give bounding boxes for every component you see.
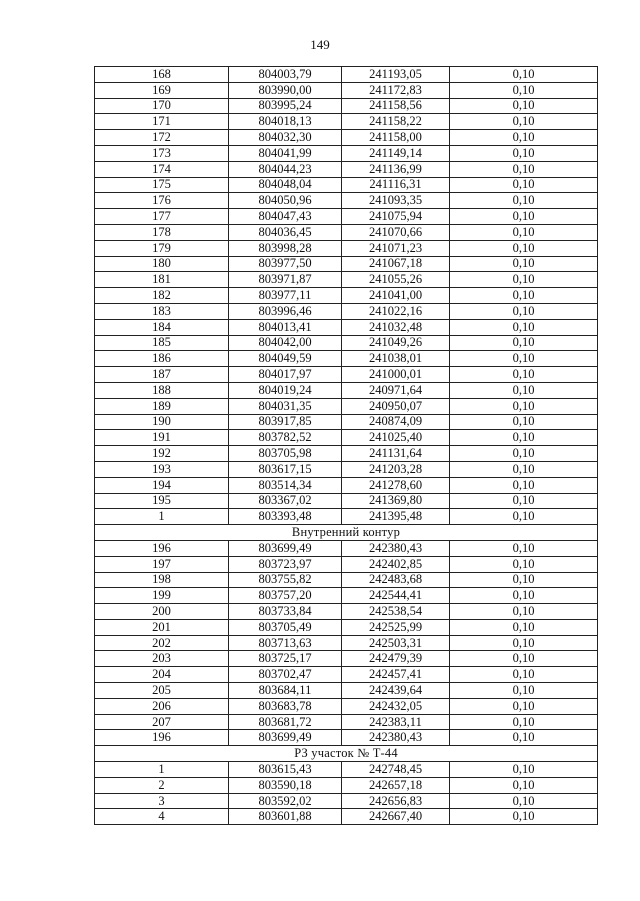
y-coordinate-cell: 242457,41 <box>342 667 450 683</box>
x-coordinate-cell: 803705,98 <box>229 446 342 462</box>
accuracy-cell: 0,10 <box>450 714 598 730</box>
table-row <box>95 319 598 335</box>
accuracy-cell: 0,10 <box>450 667 598 683</box>
point-number-cell: 1 <box>95 509 229 525</box>
point-number-cell: 173 <box>95 145 229 161</box>
y-coordinate-cell: 241395,48 <box>342 509 450 525</box>
x-coordinate-cell: 804032,30 <box>229 130 342 146</box>
y-coordinate-cell: 241000,01 <box>342 367 450 383</box>
x-coordinate-cell: 803995,24 <box>229 98 342 114</box>
accuracy-cell: 0,10 <box>450 319 598 335</box>
table-row <box>95 793 598 809</box>
point-number-cell: 206 <box>95 698 229 714</box>
accuracy-cell: 0,10 <box>450 382 598 398</box>
y-coordinate-cell: 241116,31 <box>342 177 450 193</box>
point-number-cell: 189 <box>95 398 229 414</box>
x-coordinate-cell: 803617,15 <box>229 461 342 477</box>
point-number-cell: 197 <box>95 556 229 572</box>
point-number-cell: 175 <box>95 177 229 193</box>
table-row <box>95 67 598 83</box>
table-row <box>95 224 598 240</box>
accuracy-cell: 0,10 <box>450 193 598 209</box>
y-coordinate-cell: 241203,28 <box>342 461 450 477</box>
table-row <box>95 130 598 146</box>
accuracy-cell: 0,10 <box>450 82 598 98</box>
x-coordinate-cell: 804013,41 <box>229 319 342 335</box>
x-coordinate-cell: 803601,88 <box>229 809 342 825</box>
y-coordinate-cell: 240950,07 <box>342 398 450 414</box>
y-coordinate-cell: 241067,18 <box>342 256 450 272</box>
table-row <box>95 651 598 667</box>
table-row <box>95 335 598 351</box>
point-number-cell: 1 <box>95 762 229 778</box>
accuracy-cell: 0,10 <box>450 619 598 635</box>
section-title: Внутренний контур <box>95 525 598 541</box>
accuracy-cell: 0,10 <box>450 683 598 699</box>
y-coordinate-cell: 242657,18 <box>342 777 450 793</box>
y-coordinate-cell: 241049,26 <box>342 335 450 351</box>
accuracy-cell: 0,10 <box>450 67 598 83</box>
table-row <box>95 762 598 778</box>
coordinates-table-body <box>95 67 598 825</box>
y-coordinate-cell: 242525,99 <box>342 619 450 635</box>
table-row <box>95 351 598 367</box>
accuracy-cell: 0,10 <box>450 288 598 304</box>
y-coordinate-cell: 242656,83 <box>342 793 450 809</box>
y-coordinate-cell: 241041,00 <box>342 288 450 304</box>
point-number-cell: 169 <box>95 82 229 98</box>
x-coordinate-cell: 804036,45 <box>229 224 342 240</box>
accuracy-cell: 0,10 <box>450 509 598 525</box>
point-number-cell: 205 <box>95 683 229 699</box>
point-number-cell: 198 <box>95 572 229 588</box>
table-row <box>95 477 598 493</box>
table-row <box>95 256 598 272</box>
y-coordinate-cell: 241136,99 <box>342 161 450 177</box>
point-number-cell: 207 <box>95 714 229 730</box>
point-number-cell: 194 <box>95 477 229 493</box>
x-coordinate-cell: 803684,11 <box>229 683 342 699</box>
point-number-cell: 192 <box>95 446 229 462</box>
point-number-cell: 202 <box>95 635 229 651</box>
x-coordinate-cell: 804047,43 <box>229 209 342 225</box>
accuracy-cell: 0,10 <box>450 461 598 477</box>
accuracy-cell: 0,10 <box>450 351 598 367</box>
accuracy-cell: 0,10 <box>450 777 598 793</box>
point-number-cell: 188 <box>95 382 229 398</box>
y-coordinate-cell: 241075,94 <box>342 209 450 225</box>
x-coordinate-cell: 803723,97 <box>229 556 342 572</box>
accuracy-cell: 0,10 <box>450 762 598 778</box>
table-row <box>95 98 598 114</box>
accuracy-cell: 0,10 <box>450 698 598 714</box>
table-row <box>95 288 598 304</box>
x-coordinate-cell: 803705,49 <box>229 619 342 635</box>
accuracy-cell: 0,10 <box>450 240 598 256</box>
point-number-cell: 4 <box>95 809 229 825</box>
x-coordinate-cell: 804042,00 <box>229 335 342 351</box>
section-header-row <box>95 525 598 541</box>
x-coordinate-cell: 803977,11 <box>229 288 342 304</box>
accuracy-cell: 0,10 <box>450 367 598 383</box>
y-coordinate-cell: 241149,14 <box>342 145 450 161</box>
accuracy-cell: 0,10 <box>450 161 598 177</box>
x-coordinate-cell: 803757,20 <box>229 588 342 604</box>
x-coordinate-cell: 803755,82 <box>229 572 342 588</box>
x-coordinate-cell: 803725,17 <box>229 651 342 667</box>
y-coordinate-cell: 241032,48 <box>342 319 450 335</box>
y-coordinate-cell: 241369,80 <box>342 493 450 509</box>
accuracy-cell: 0,10 <box>450 477 598 493</box>
point-number-cell: 184 <box>95 319 229 335</box>
point-number-cell: 170 <box>95 98 229 114</box>
point-number-cell: 181 <box>95 272 229 288</box>
accuracy-cell: 0,10 <box>450 130 598 146</box>
accuracy-cell: 0,10 <box>450 651 598 667</box>
y-coordinate-cell: 242538,54 <box>342 604 450 620</box>
y-coordinate-cell: 241055,26 <box>342 272 450 288</box>
y-coordinate-cell: 241158,00 <box>342 130 450 146</box>
y-coordinate-cell: 242383,11 <box>342 714 450 730</box>
accuracy-cell: 0,10 <box>450 540 598 556</box>
x-coordinate-cell: 803681,72 <box>229 714 342 730</box>
x-coordinate-cell: 803998,28 <box>229 240 342 256</box>
page-number: 149 <box>310 37 330 52</box>
x-coordinate-cell: 804003,79 <box>229 67 342 83</box>
y-coordinate-cell: 242439,64 <box>342 683 450 699</box>
x-coordinate-cell: 804041,99 <box>229 145 342 161</box>
x-coordinate-cell: 804044,23 <box>229 161 342 177</box>
accuracy-cell: 0,10 <box>450 256 598 272</box>
y-coordinate-cell: 241070,66 <box>342 224 450 240</box>
table-row <box>95 493 598 509</box>
x-coordinate-cell: 803917,85 <box>229 414 342 430</box>
y-coordinate-cell: 242503,31 <box>342 635 450 651</box>
point-number-cell: 180 <box>95 256 229 272</box>
table-row <box>95 809 598 825</box>
y-coordinate-cell: 241158,22 <box>342 114 450 130</box>
table-row <box>95 272 598 288</box>
point-number-cell: 196 <box>95 540 229 556</box>
section-title: РЗ участок № Т-44 <box>95 746 598 762</box>
x-coordinate-cell: 804017,97 <box>229 367 342 383</box>
point-number-cell: 176 <box>95 193 229 209</box>
x-coordinate-cell: 804031,35 <box>229 398 342 414</box>
table-row <box>95 145 598 161</box>
y-coordinate-cell: 241093,35 <box>342 193 450 209</box>
x-coordinate-cell: 803990,00 <box>229 82 342 98</box>
x-coordinate-cell: 804050,96 <box>229 193 342 209</box>
table-row <box>95 446 598 462</box>
x-coordinate-cell: 803683,78 <box>229 698 342 714</box>
accuracy-cell: 0,10 <box>450 793 598 809</box>
point-number-cell: 178 <box>95 224 229 240</box>
accuracy-cell: 0,10 <box>450 572 598 588</box>
point-number-cell: 191 <box>95 430 229 446</box>
accuracy-cell: 0,10 <box>450 398 598 414</box>
accuracy-cell: 0,10 <box>450 224 598 240</box>
x-coordinate-cell: 803702,47 <box>229 667 342 683</box>
y-coordinate-cell: 241025,40 <box>342 430 450 446</box>
x-coordinate-cell: 803592,02 <box>229 793 342 809</box>
y-coordinate-cell: 242667,40 <box>342 809 450 825</box>
accuracy-cell: 0,10 <box>450 430 598 446</box>
x-coordinate-cell: 803699,49 <box>229 540 342 556</box>
x-coordinate-cell: 804018,13 <box>229 114 342 130</box>
accuracy-cell: 0,10 <box>450 145 598 161</box>
y-coordinate-cell: 242479,39 <box>342 651 450 667</box>
x-coordinate-cell: 804019,24 <box>229 382 342 398</box>
accuracy-cell: 0,10 <box>450 730 598 746</box>
table-row <box>95 619 598 635</box>
table-row <box>95 177 598 193</box>
x-coordinate-cell: 803699,49 <box>229 730 342 746</box>
table-row <box>95 382 598 398</box>
point-number-cell: 182 <box>95 288 229 304</box>
point-number-cell: 174 <box>95 161 229 177</box>
x-coordinate-cell: 803367,02 <box>229 493 342 509</box>
table-row <box>95 303 598 319</box>
y-coordinate-cell: 242380,43 <box>342 540 450 556</box>
point-number-cell: 196 <box>95 730 229 746</box>
accuracy-cell: 0,10 <box>450 493 598 509</box>
point-number-cell: 177 <box>95 209 229 225</box>
y-coordinate-cell: 240971,64 <box>342 382 450 398</box>
accuracy-cell: 0,10 <box>450 209 598 225</box>
y-coordinate-cell: 241022,16 <box>342 303 450 319</box>
accuracy-cell: 0,10 <box>450 604 598 620</box>
table-row <box>95 209 598 225</box>
accuracy-cell: 0,10 <box>450 556 598 572</box>
table-row <box>95 698 598 714</box>
point-number-cell: 190 <box>95 414 229 430</box>
x-coordinate-cell: 804049,59 <box>229 351 342 367</box>
y-coordinate-cell: 242402,85 <box>342 556 450 572</box>
table-row <box>95 777 598 793</box>
point-number-cell: 200 <box>95 604 229 620</box>
table-row <box>95 509 598 525</box>
table-row <box>95 540 598 556</box>
table-row <box>95 714 598 730</box>
point-number-cell: 183 <box>95 303 229 319</box>
accuracy-cell: 0,10 <box>450 98 598 114</box>
point-number-cell: 3 <box>95 793 229 809</box>
point-number-cell: 2 <box>95 777 229 793</box>
table-row <box>95 414 598 430</box>
point-number-cell: 195 <box>95 493 229 509</box>
x-coordinate-cell: 803713,63 <box>229 635 342 651</box>
y-coordinate-cell: 240874,09 <box>342 414 450 430</box>
y-coordinate-cell: 241193,05 <box>342 67 450 83</box>
y-coordinate-cell: 241278,60 <box>342 477 450 493</box>
accuracy-cell: 0,10 <box>450 335 598 351</box>
point-number-cell: 203 <box>95 651 229 667</box>
x-coordinate-cell: 803615,43 <box>229 762 342 778</box>
y-coordinate-cell: 242380,43 <box>342 730 450 746</box>
point-number-cell: 171 <box>95 114 229 130</box>
table-row <box>95 114 598 130</box>
table-row <box>95 367 598 383</box>
y-coordinate-cell: 242544,41 <box>342 588 450 604</box>
section-header-row <box>95 746 598 762</box>
accuracy-cell: 0,10 <box>450 809 598 825</box>
point-number-cell: 193 <box>95 461 229 477</box>
accuracy-cell: 0,10 <box>450 114 598 130</box>
x-coordinate-cell: 803782,52 <box>229 430 342 446</box>
table-row <box>95 730 598 746</box>
x-coordinate-cell: 803996,46 <box>229 303 342 319</box>
y-coordinate-cell: 242483,68 <box>342 572 450 588</box>
x-coordinate-cell: 804048,04 <box>229 177 342 193</box>
point-number-cell: 172 <box>95 130 229 146</box>
y-coordinate-cell: 241172,83 <box>342 82 450 98</box>
accuracy-cell: 0,10 <box>450 414 598 430</box>
table-row <box>95 398 598 414</box>
table-row <box>95 556 598 572</box>
x-coordinate-cell: 803393,48 <box>229 509 342 525</box>
accuracy-cell: 0,10 <box>450 635 598 651</box>
coordinates-table <box>94 66 598 825</box>
accuracy-cell: 0,10 <box>450 177 598 193</box>
point-number-cell: 201 <box>95 619 229 635</box>
y-coordinate-cell: 242432,05 <box>342 698 450 714</box>
table-row <box>95 683 598 699</box>
y-coordinate-cell: 242748,45 <box>342 762 450 778</box>
table-row <box>95 461 598 477</box>
table-row <box>95 588 598 604</box>
table-row <box>95 161 598 177</box>
x-coordinate-cell: 803590,18 <box>229 777 342 793</box>
table-row <box>95 193 598 209</box>
accuracy-cell: 0,10 <box>450 272 598 288</box>
y-coordinate-cell: 241071,23 <box>342 240 450 256</box>
y-coordinate-cell: 241038,01 <box>342 351 450 367</box>
x-coordinate-cell: 803971,87 <box>229 272 342 288</box>
point-number-cell: 204 <box>95 667 229 683</box>
accuracy-cell: 0,10 <box>450 588 598 604</box>
point-number-cell: 199 <box>95 588 229 604</box>
point-number-cell: 168 <box>95 67 229 83</box>
y-coordinate-cell: 241158,56 <box>342 98 450 114</box>
table-row <box>95 240 598 256</box>
table-row <box>95 604 598 620</box>
y-coordinate-cell: 241131,64 <box>342 446 450 462</box>
table-row <box>95 82 598 98</box>
x-coordinate-cell: 803977,50 <box>229 256 342 272</box>
table-row <box>95 667 598 683</box>
accuracy-cell: 0,10 <box>450 303 598 319</box>
accuracy-cell: 0,10 <box>450 446 598 462</box>
x-coordinate-cell: 803514,34 <box>229 477 342 493</box>
table-row <box>95 572 598 588</box>
point-number-cell: 179 <box>95 240 229 256</box>
x-coordinate-cell: 803733,84 <box>229 604 342 620</box>
point-number-cell: 185 <box>95 335 229 351</box>
table-row <box>95 430 598 446</box>
point-number-cell: 186 <box>95 351 229 367</box>
point-number-cell: 187 <box>95 367 229 383</box>
table-row <box>95 635 598 651</box>
